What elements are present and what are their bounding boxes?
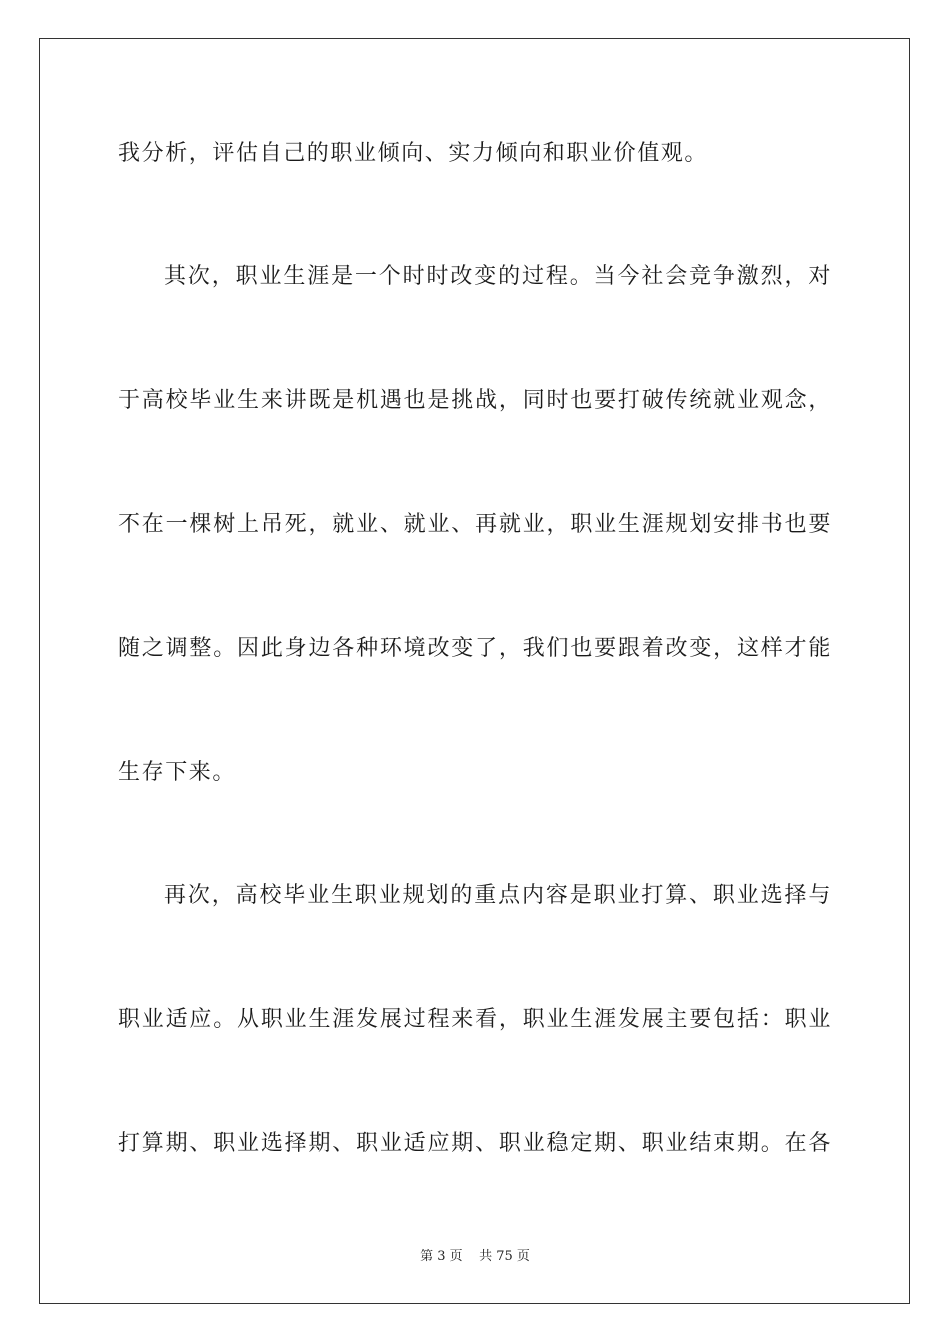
paragraph-2-line-1: 其次，职业生涯是一个时时改变的过程。当今社会竞争激烈，对 [164, 264, 832, 289]
paragraph-2-line-3: 不在一棵树上吊死，就业、就业、再就业，职业生涯规划安排书也要 [118, 512, 832, 537]
text-line-1: 我分析，评估自己的职业倾向、实力倾向和职业价值观。 [118, 141, 709, 166]
page-border [39, 38, 910, 1304]
paragraph-2-line-4: 随之调整。因此身边各种环境改变了，我们也要跟着改变，这样才能 [118, 636, 832, 661]
paragraph-2-line-5: 生存下来。 [118, 760, 237, 785]
paragraph-3-line-3: 打算期、职业选择期、职业适应期、职业稳定期、职业结束期。在各 [118, 1131, 832, 1156]
page-number-footer: 第 3 页 共 75 页 [420, 1249, 530, 1264]
paragraph-2-line-2: 于高校毕业生来讲既是机遇也是挑战，同时也要打破传统就业观念， [118, 388, 832, 413]
paragraph-3-line-2: 职业适应。从职业生涯发展过程来看，职业生涯发展主要包括：职业 [118, 1007, 832, 1032]
paragraph-3-line-1: 再次，高校毕业生职业规划的重点内容是职业打算、职业选择与 [164, 883, 832, 908]
